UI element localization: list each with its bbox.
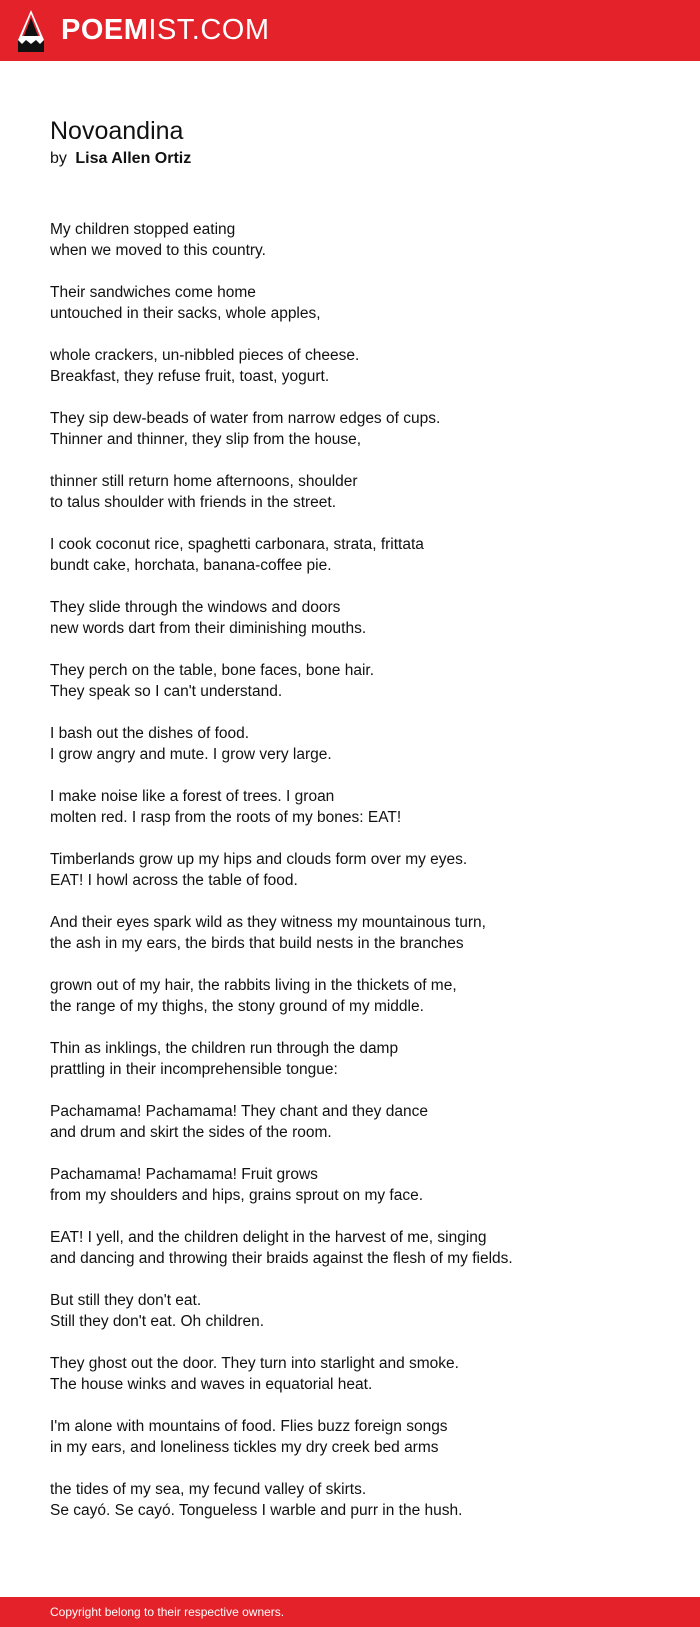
poem-line: the range of my thighs, the stony ground of my middle. — [50, 998, 424, 1015]
poem-line: I grow angry and mute. I grow very large. — [50, 746, 332, 763]
poem-line: Thinner and thinner, they slip from the house, — [50, 431, 362, 448]
poem-line: thinner still return home afternoons, shoulder — [50, 473, 358, 490]
poem-stanza — [50, 1416, 670, 1458]
poem-stanza — [50, 471, 670, 513]
poem-line: I'm alone with mountains of food. Flies buzz foreign songs — [50, 1418, 448, 1435]
poem-line: They slide through the windows and doors — [50, 599, 341, 616]
poem-line: But still they don't eat. — [50, 1292, 202, 1309]
poem-stanza — [50, 345, 670, 387]
poem-line: EAT! I howl across the table of food. — [50, 872, 298, 889]
poem-line: They sip dew-beads of water from narrow edges of cups. — [50, 410, 441, 427]
by-label: by — [50, 150, 67, 167]
author-name: Lisa Allen Ortiz — [75, 150, 192, 167]
poem-line: My children stopped eating — [50, 221, 236, 238]
logo-text-bold: POEM — [61, 14, 149, 46]
poem-line: They speak so I can't understand. — [50, 683, 283, 700]
copyright-text: Copyright belong to their respective owners. — [50, 1605, 285, 1619]
poem-line: EAT! I yell, and the children delight in the harvest of me, singing — [50, 1229, 487, 1246]
poem-stanza — [50, 1479, 670, 1521]
poem-line: in my ears, and loneliness tickles my dry creek bed arms — [50, 1439, 439, 1456]
poem-line: Timberlands grow up my hips and clouds form over my eyes. — [50, 851, 468, 868]
poem-line: I make noise like a forest of trees. I groan — [50, 788, 335, 805]
poem-stanza — [50, 912, 670, 954]
site-logo-link[interactable] — [61, 12, 270, 48]
poem-line: whole crackers, un-nibbled pieces of cheese. — [50, 347, 360, 364]
poem-stanza — [50, 723, 670, 765]
poem-line: and drum and skirt the sides of the room. — [50, 1124, 332, 1141]
poem-stanza — [50, 975, 670, 1017]
poem-line: to talus shoulder with friends in the street. — [50, 494, 337, 511]
poem-stanza — [50, 786, 670, 828]
poem-byline — [50, 148, 191, 170]
poem-line: I cook coconut rice, spaghetti carbonara, strata, frittata — [50, 536, 424, 553]
poem-stanza — [50, 660, 670, 702]
poem-stanza — [50, 282, 670, 324]
poem-stanza — [50, 1353, 670, 1395]
poem-line: prattling in their incomprehensible tongue: — [50, 1061, 338, 1078]
poem-line: the tides of my sea, my fecund valley of skirts. — [50, 1481, 367, 1498]
poem-stanza — [50, 1101, 670, 1143]
poem-stanza — [50, 219, 670, 261]
poem-line: They perch on the table, bone faces, bone hair. — [50, 662, 375, 679]
poem-line: I bash out the dishes of food. — [50, 725, 250, 742]
poem-line: Pachamama! Pachamama! Fruit grows — [50, 1166, 318, 1183]
poem-line: new words dart from their diminishing mouths. — [50, 620, 367, 637]
poem-stanza — [50, 1227, 670, 1269]
poem-line: molten red. I rasp from the roots of my bones: EAT! — [50, 809, 402, 826]
logo-text-light: IST.COM — [148, 14, 270, 46]
poem-line: Still they don't eat. Oh children. — [50, 1313, 265, 1330]
poem-stanza — [50, 534, 670, 576]
pencil-logo-icon[interactable] — [18, 10, 44, 52]
poem-line: grown out of my hair, the rabbits living in the thickets of me, — [50, 977, 457, 994]
poem-stanza — [50, 1038, 670, 1080]
poem-line: Breakfast, they refuse fruit, toast, yogurt. — [50, 368, 330, 385]
poem-stanza — [50, 849, 670, 891]
poem-body — [50, 219, 670, 1542]
poem-line: bundt cake, horchata, banana-coffee pie. — [50, 557, 332, 574]
poem-line: They ghost out the door. They turn into starlight and smoke. — [50, 1355, 459, 1372]
poem-line: untouched in their sacks, whole apples, — [50, 305, 321, 322]
poem-line: the ash in my ears, the birds that build nests in the branches — [50, 935, 464, 952]
poem-line: Thin as inklings, the children run through the damp — [50, 1040, 399, 1057]
poem-stanza — [50, 597, 670, 639]
site-header — [0, 0, 700, 61]
poem-line: from my shoulders and hips, grains sprout on my face. — [50, 1187, 424, 1204]
poem-line: The house winks and waves in equatorial heat. — [50, 1376, 373, 1393]
poem-line: And their eyes spark wild as they witness my mountainous turn, — [50, 914, 486, 931]
poem-title: Novoandina — [50, 117, 184, 145]
site-footer — [0, 1597, 700, 1627]
poem-line: and dancing and throwing their braids against the flesh of my fields. — [50, 1250, 513, 1267]
poem-line: when we moved to this country. — [50, 242, 266, 259]
poem-stanza — [50, 1164, 670, 1206]
poem-line: Their sandwiches come home — [50, 284, 256, 301]
poem-line: Se cayó. Se cayó. Tongueless I warble and purr in the hush. — [50, 1502, 463, 1519]
poem-stanza — [50, 408, 670, 450]
poem-stanza — [50, 1290, 670, 1332]
poem-line: Pachamama! Pachamama! They chant and they dance — [50, 1103, 428, 1120]
